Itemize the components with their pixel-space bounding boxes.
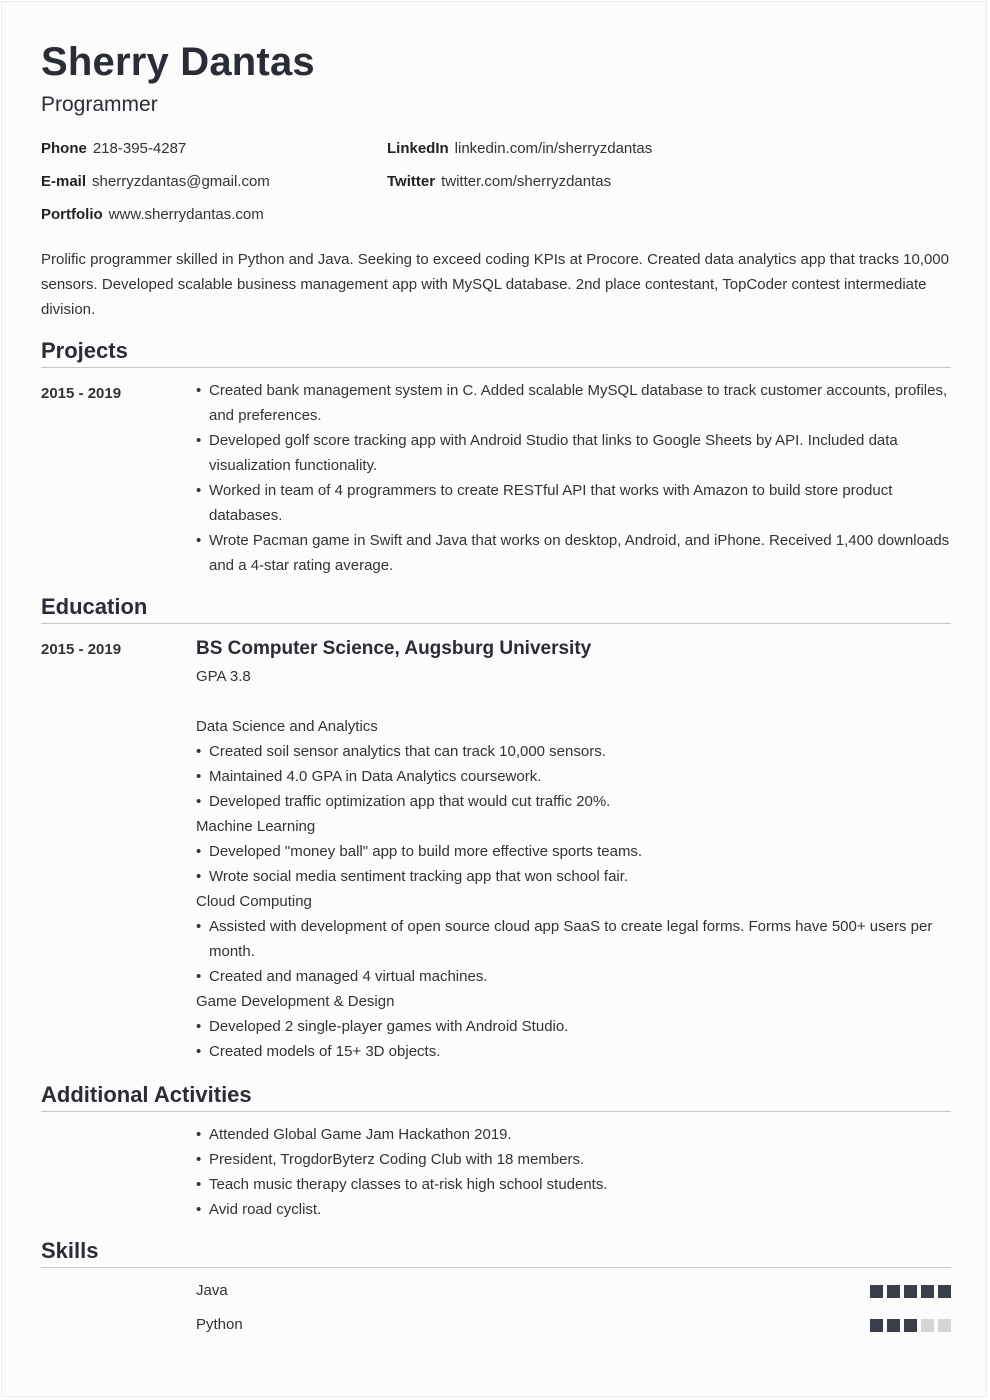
- skill-dot-filled: [938, 1285, 951, 1298]
- list-item: • Assisted with development of open source cloud app SaaS to create legal forms. Forms have 500+ users per month.: [196, 914, 952, 964]
- list-item: • Attended Global Game Jam Hackathon 2019.: [196, 1122, 952, 1147]
- course-group-title: Data Science and Analytics: [196, 718, 378, 735]
- skill-dot-filled: [921, 1285, 934, 1298]
- skill-dot-filled: [870, 1319, 883, 1332]
- degree-title: BS Computer Science, Augsburg University: [196, 638, 592, 659]
- skill-dot-filled: [904, 1319, 917, 1332]
- activities-details: [196, 1122, 952, 1222]
- projects-list: [196, 378, 952, 578]
- list-item: • Wrote Pacman game in Swift and Java that works on desktop, Android, and iPhone. Received 1,400 downloads and a 4-star rating average.: [196, 528, 952, 578]
- email-value: sherryzdantas@gmail.com: [92, 173, 270, 190]
- activities-list: [196, 1122, 952, 1222]
- projects-date: 2015 - 2019: [41, 385, 122, 402]
- skill-dot-empty: [938, 1319, 951, 1332]
- skill-dot-empty: [921, 1319, 934, 1332]
- spacer: [196, 689, 952, 714]
- education-details: [196, 635, 952, 1064]
- skill-level-java: [870, 1285, 951, 1298]
- twitter-label: Twitter: [387, 173, 436, 190]
- list-item: • Created soil sensor analytics that can track 10,000 sensors.: [196, 739, 952, 764]
- skill-row-python: [196, 1316, 951, 1333]
- skill-level-python: [870, 1319, 951, 1332]
- projects-details: [196, 378, 952, 578]
- list-item: • Created bank management system in C. Added scalable MySQL database to track customer accounts, profiles, and preferences.: [196, 378, 952, 428]
- list-item: • Wrote social media sentiment tracking app that won school fair.: [196, 864, 952, 889]
- skills-heading: Skills: [41, 1238, 951, 1268]
- profile-summary: Prolific programmer skilled in Python and Java. Seeking to exceed coding KPIs at Procore. Created data analytics app that tracks 10,000 sensors. Developed scalable business management app with MySQL database. 2nd place contestant, TopCoder contest intermediate division.: [41, 251, 949, 318]
- phone-value: 218-395-4287: [92, 140, 187, 157]
- contact-portfolio: [41, 206, 264, 223]
- contact-email: [41, 173, 270, 190]
- list-item: • Worked in team of 4 programmers to create RESTful API that works with Amazon to build store product databases.: [196, 478, 952, 528]
- course-group-list: [196, 1014, 952, 1064]
- list-item: • Teach music therapy classes to at-risk high school students.: [196, 1172, 952, 1197]
- skill-dot-filled: [887, 1285, 900, 1298]
- list-item: • Developed golf score tracking app with Android Studio that links to Google Sheets by API. Included data visualization functionality.: [196, 428, 952, 478]
- email-label: E-mail: [41, 173, 87, 190]
- course-group-title: Game Development & Design: [196, 993, 395, 1010]
- list-item: • Developed "money ball" app to build more effective sports teams.: [196, 839, 952, 864]
- linkedin-label: LinkedIn: [387, 140, 449, 157]
- phone-label: Phone: [41, 140, 87, 157]
- course-group-list: [196, 839, 952, 889]
- contact-twitter: [387, 173, 611, 190]
- list-item: • Created and managed 4 virtual machines.: [196, 964, 952, 989]
- list-item: • Avid road cyclist.: [196, 1197, 952, 1222]
- skill-dot-filled: [870, 1285, 883, 1298]
- education-date: 2015 - 2019: [41, 641, 122, 658]
- list-item: • Developed 2 single-player games with Android Studio.: [196, 1014, 952, 1039]
- course-group-list: [196, 739, 952, 814]
- skill-name: Python: [196, 1316, 243, 1333]
- twitter-value: twitter.com/sherryzdantas: [441, 173, 612, 190]
- resume-page: [1, 1, 987, 1397]
- education-heading: Education: [41, 594, 951, 624]
- skill-row-java: [196, 1282, 951, 1299]
- course-group-list: [196, 914, 952, 989]
- course-group-title: Cloud Computing: [196, 893, 312, 910]
- list-item: • Maintained 4.0 GPA in Data Analytics coursework.: [196, 764, 952, 789]
- list-item: • Developed traffic optimization app that would cut traffic 20%.: [196, 789, 952, 814]
- skill-name: Java: [196, 1282, 228, 1299]
- portfolio-label: Portfolio: [41, 206, 103, 223]
- candidate-name: Sherry Dantas: [41, 40, 315, 84]
- activities-heading: Additional Activities: [41, 1082, 951, 1112]
- contact-phone: [41, 140, 186, 157]
- gpa: GPA 3.8: [196, 668, 251, 685]
- skill-dot-filled: [904, 1285, 917, 1298]
- list-item: • Created models of 15+ 3D objects.: [196, 1039, 952, 1064]
- portfolio-value: www.sherrydantas.com: [108, 206, 264, 223]
- linkedin-value: linkedin.com/in/sherryzdantas: [454, 140, 653, 157]
- course-group-title: Machine Learning: [196, 818, 316, 835]
- projects-heading: Projects: [41, 338, 951, 368]
- skill-dot-filled: [887, 1319, 900, 1332]
- list-item: • President, TrogdorByterz Coding Club with 18 members.: [196, 1147, 952, 1172]
- candidate-title: Programmer: [41, 93, 158, 116]
- contact-linkedin: [387, 140, 652, 157]
